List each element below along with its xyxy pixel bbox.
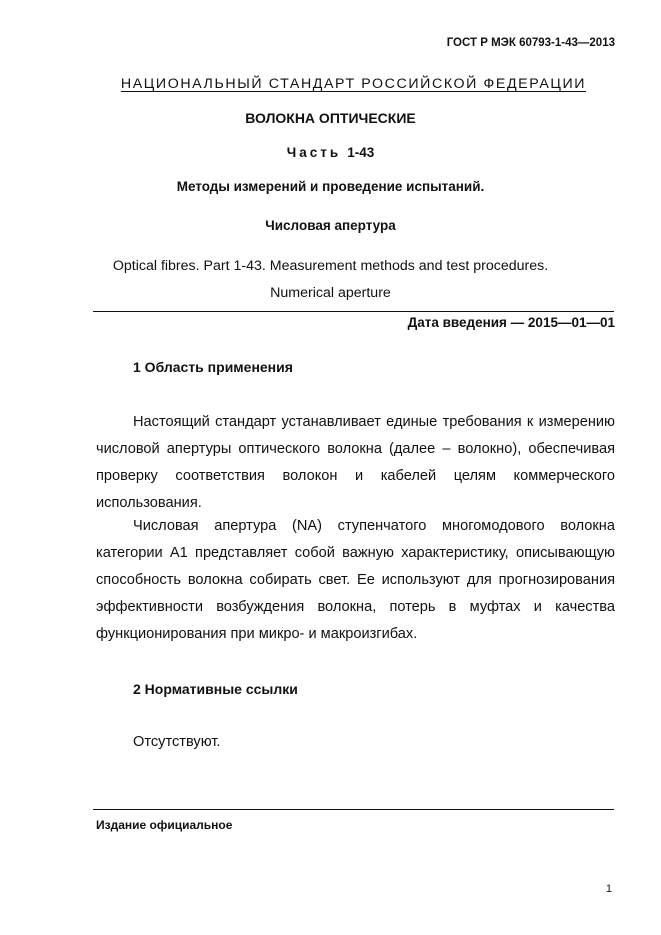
title-divider	[93, 311, 614, 312]
subtitle-methods: Методы измерений и проведение испытаний.	[176, 179, 485, 194]
introduction-date: Дата введения — 2015—01—01	[407, 315, 615, 330]
scope-paragraph-1: Настоящий стандарт устанавливает единые требования к измерению числовой апертуры оптического волокна (далее – волокно), обеспечивая проверку соответствия волокон и кабелей целям коммерческого использования.	[96, 414, 615, 511]
part-line	[0, 145, 661, 160]
part-label: Часть	[286, 145, 342, 160]
part-number: 1-43	[347, 145, 375, 160]
national-standard-heading: НАЦИОНАЛЬНЫЙ СТАНДАРТ РОССИЙСКОЙ ФЕДЕРАЦИИ	[120, 76, 587, 92]
english-title-line-2: Numerical aperture	[270, 285, 391, 301]
references-text: Отсутствуют.	[133, 734, 221, 750]
page-number: 1	[605, 883, 612, 895]
scope-paragraph-2: Числовая апертура (NA) ступенчатого многомодового волокна категории А1 представляет собой важную характеристику, описывающую способность волокна собирать свет. Ее используют для прогнозирования эффективности возбуждения волокна, потерь в муфтах и качества функционирования при микро- и макроизгибах.	[96, 518, 615, 642]
section-heading-scope: 1 Область применения	[133, 359, 293, 375]
subtitle-aperture: Числовая апертура	[265, 218, 396, 233]
official-edition-note: Издание официальное	[96, 818, 233, 832]
footer-divider	[93, 809, 614, 810]
english-title-line-1: Optical fibres. Part 1-43. Measurement methods and test procedures.	[112, 258, 549, 274]
section-heading-references: 2 Нормативные ссылки	[133, 681, 298, 697]
standard-title: ВОЛОКНА ОПТИЧЕСКИЕ	[245, 110, 416, 126]
document-code: ГОСТ Р МЭК 60793-1-43—2013	[446, 37, 615, 49]
